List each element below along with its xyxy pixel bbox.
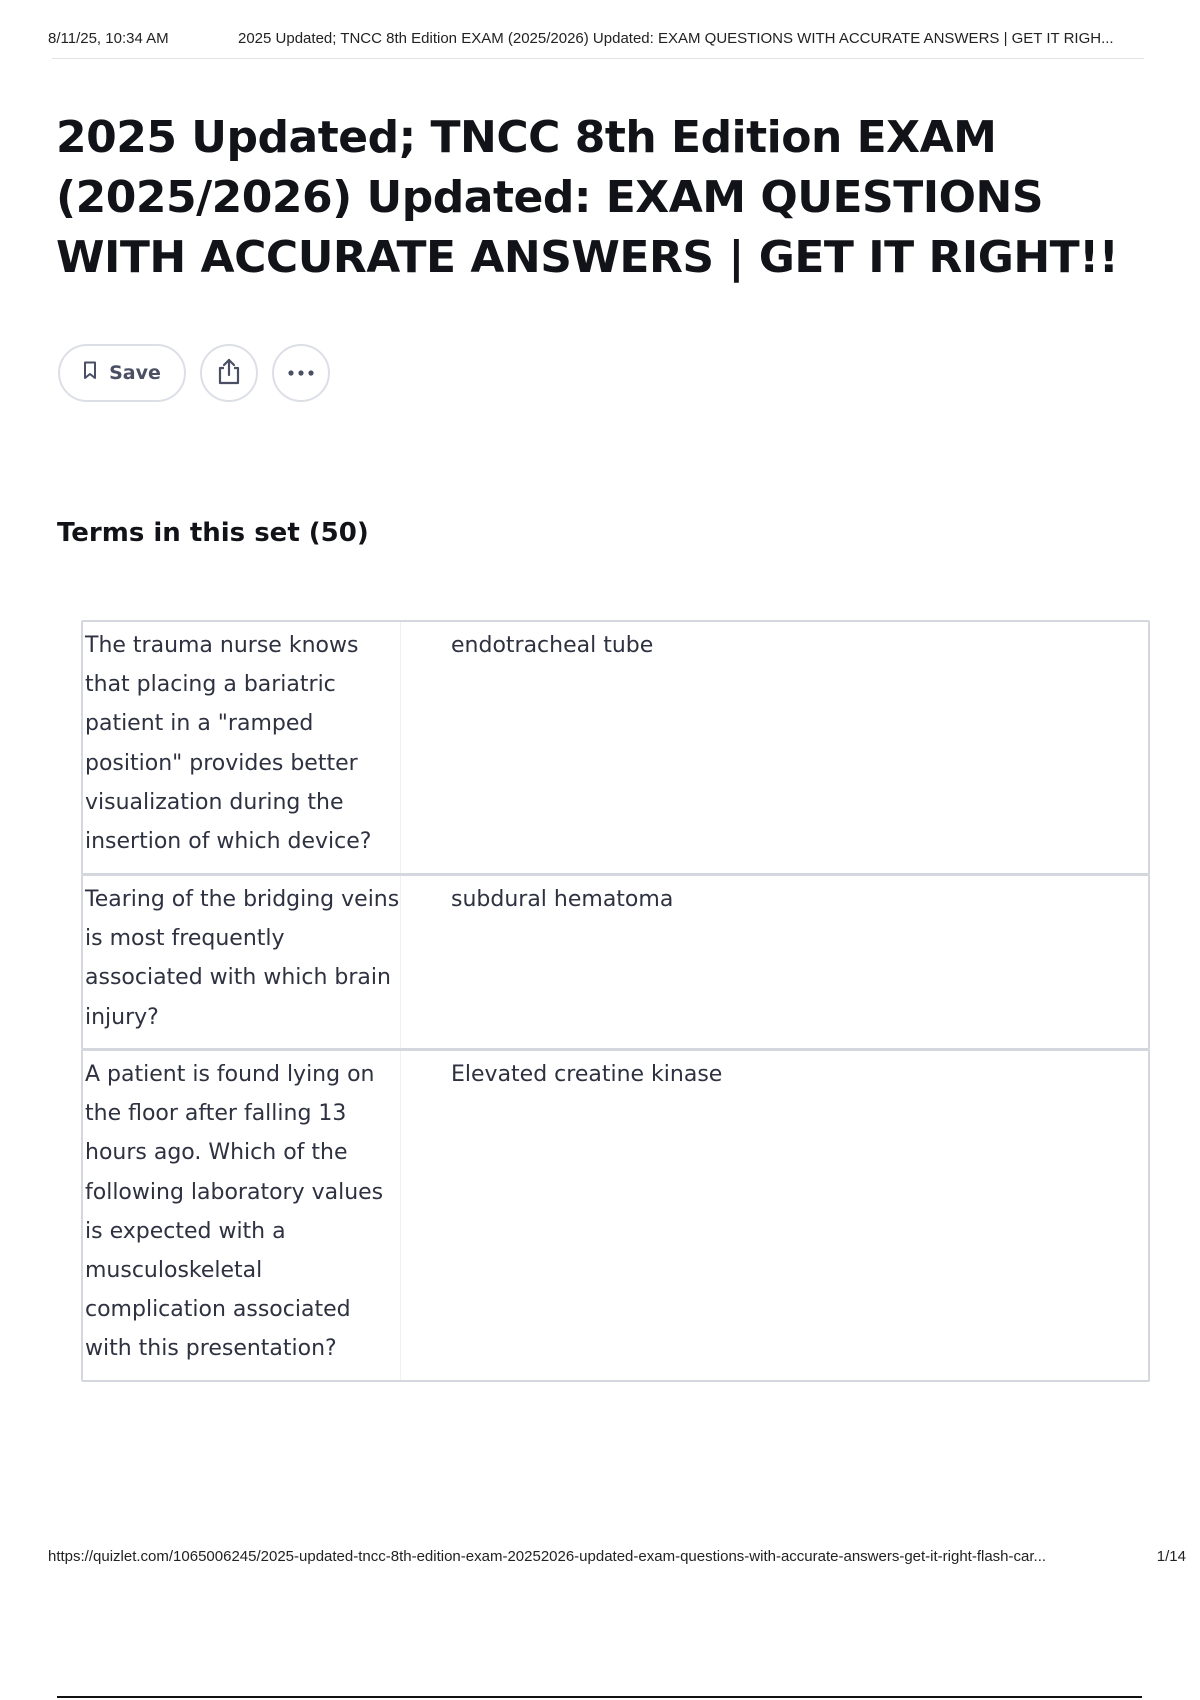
bookmark-icon xyxy=(83,361,97,385)
definition-text: Elevated creatine kinase xyxy=(451,1062,723,1087)
more-options-button[interactable] xyxy=(272,344,330,402)
save-label: Save xyxy=(109,362,161,384)
definition-text: endotracheal tube xyxy=(451,633,654,658)
share-button[interactable] xyxy=(200,344,258,402)
term-card xyxy=(81,1049,1150,1382)
term-text: A patient is found lying on the floor after falling 13 hours ago. Which of the following laboratory values is expected with a musculoskeletal complication associated with this presentation? xyxy=(83,1051,401,1380)
share-icon xyxy=(216,357,242,390)
term-text: Tearing of the bridging veins is most frequently associated with which brain injury? xyxy=(83,876,401,1048)
more-icon xyxy=(287,364,315,382)
term-card xyxy=(81,620,1150,875)
print-header xyxy=(48,30,1170,50)
page-url: https://quizlet.com/1065006245/2025-updated-tncc-8th-edition-exam-20252026-updated-exam-questions-with-accurate-answers-get-it-right-flash-car... xyxy=(48,1548,1047,1565)
bottom-divider xyxy=(57,1696,1142,1698)
print-date: 8/11/25, 10:34 AM xyxy=(48,30,169,47)
header-divider xyxy=(52,58,1144,59)
terms-list xyxy=(81,620,1150,1382)
page-title: 2025 Updated; TNCC 8th Edition EXAM (2025/2026) Updated: EXAM QUESTIONS WITH ACCURATE ANSWERS | GET IT RIGHT!! xyxy=(56,112,1119,283)
page-number: 1/14 xyxy=(1156,1548,1186,1565)
save-button[interactable] xyxy=(58,344,186,402)
definition-text: subdural hematoma xyxy=(451,887,674,912)
print-doc-title: 2025 Updated; TNCC 8th Edition EXAM (2025/2026) Updated: EXAM QUESTIONS WITH ACCURATE ANSWERS | GET IT RIGH... xyxy=(238,30,1114,47)
term-text: The trauma nurse knows that placing a bariatric patient in a "ramped position" provides better visualization during the insertion of which device? xyxy=(83,622,401,873)
term-card xyxy=(81,874,1150,1050)
print-footer xyxy=(48,1548,1186,1568)
action-bar xyxy=(58,344,330,402)
terms-heading: Terms in this set (50) xyxy=(57,518,369,548)
